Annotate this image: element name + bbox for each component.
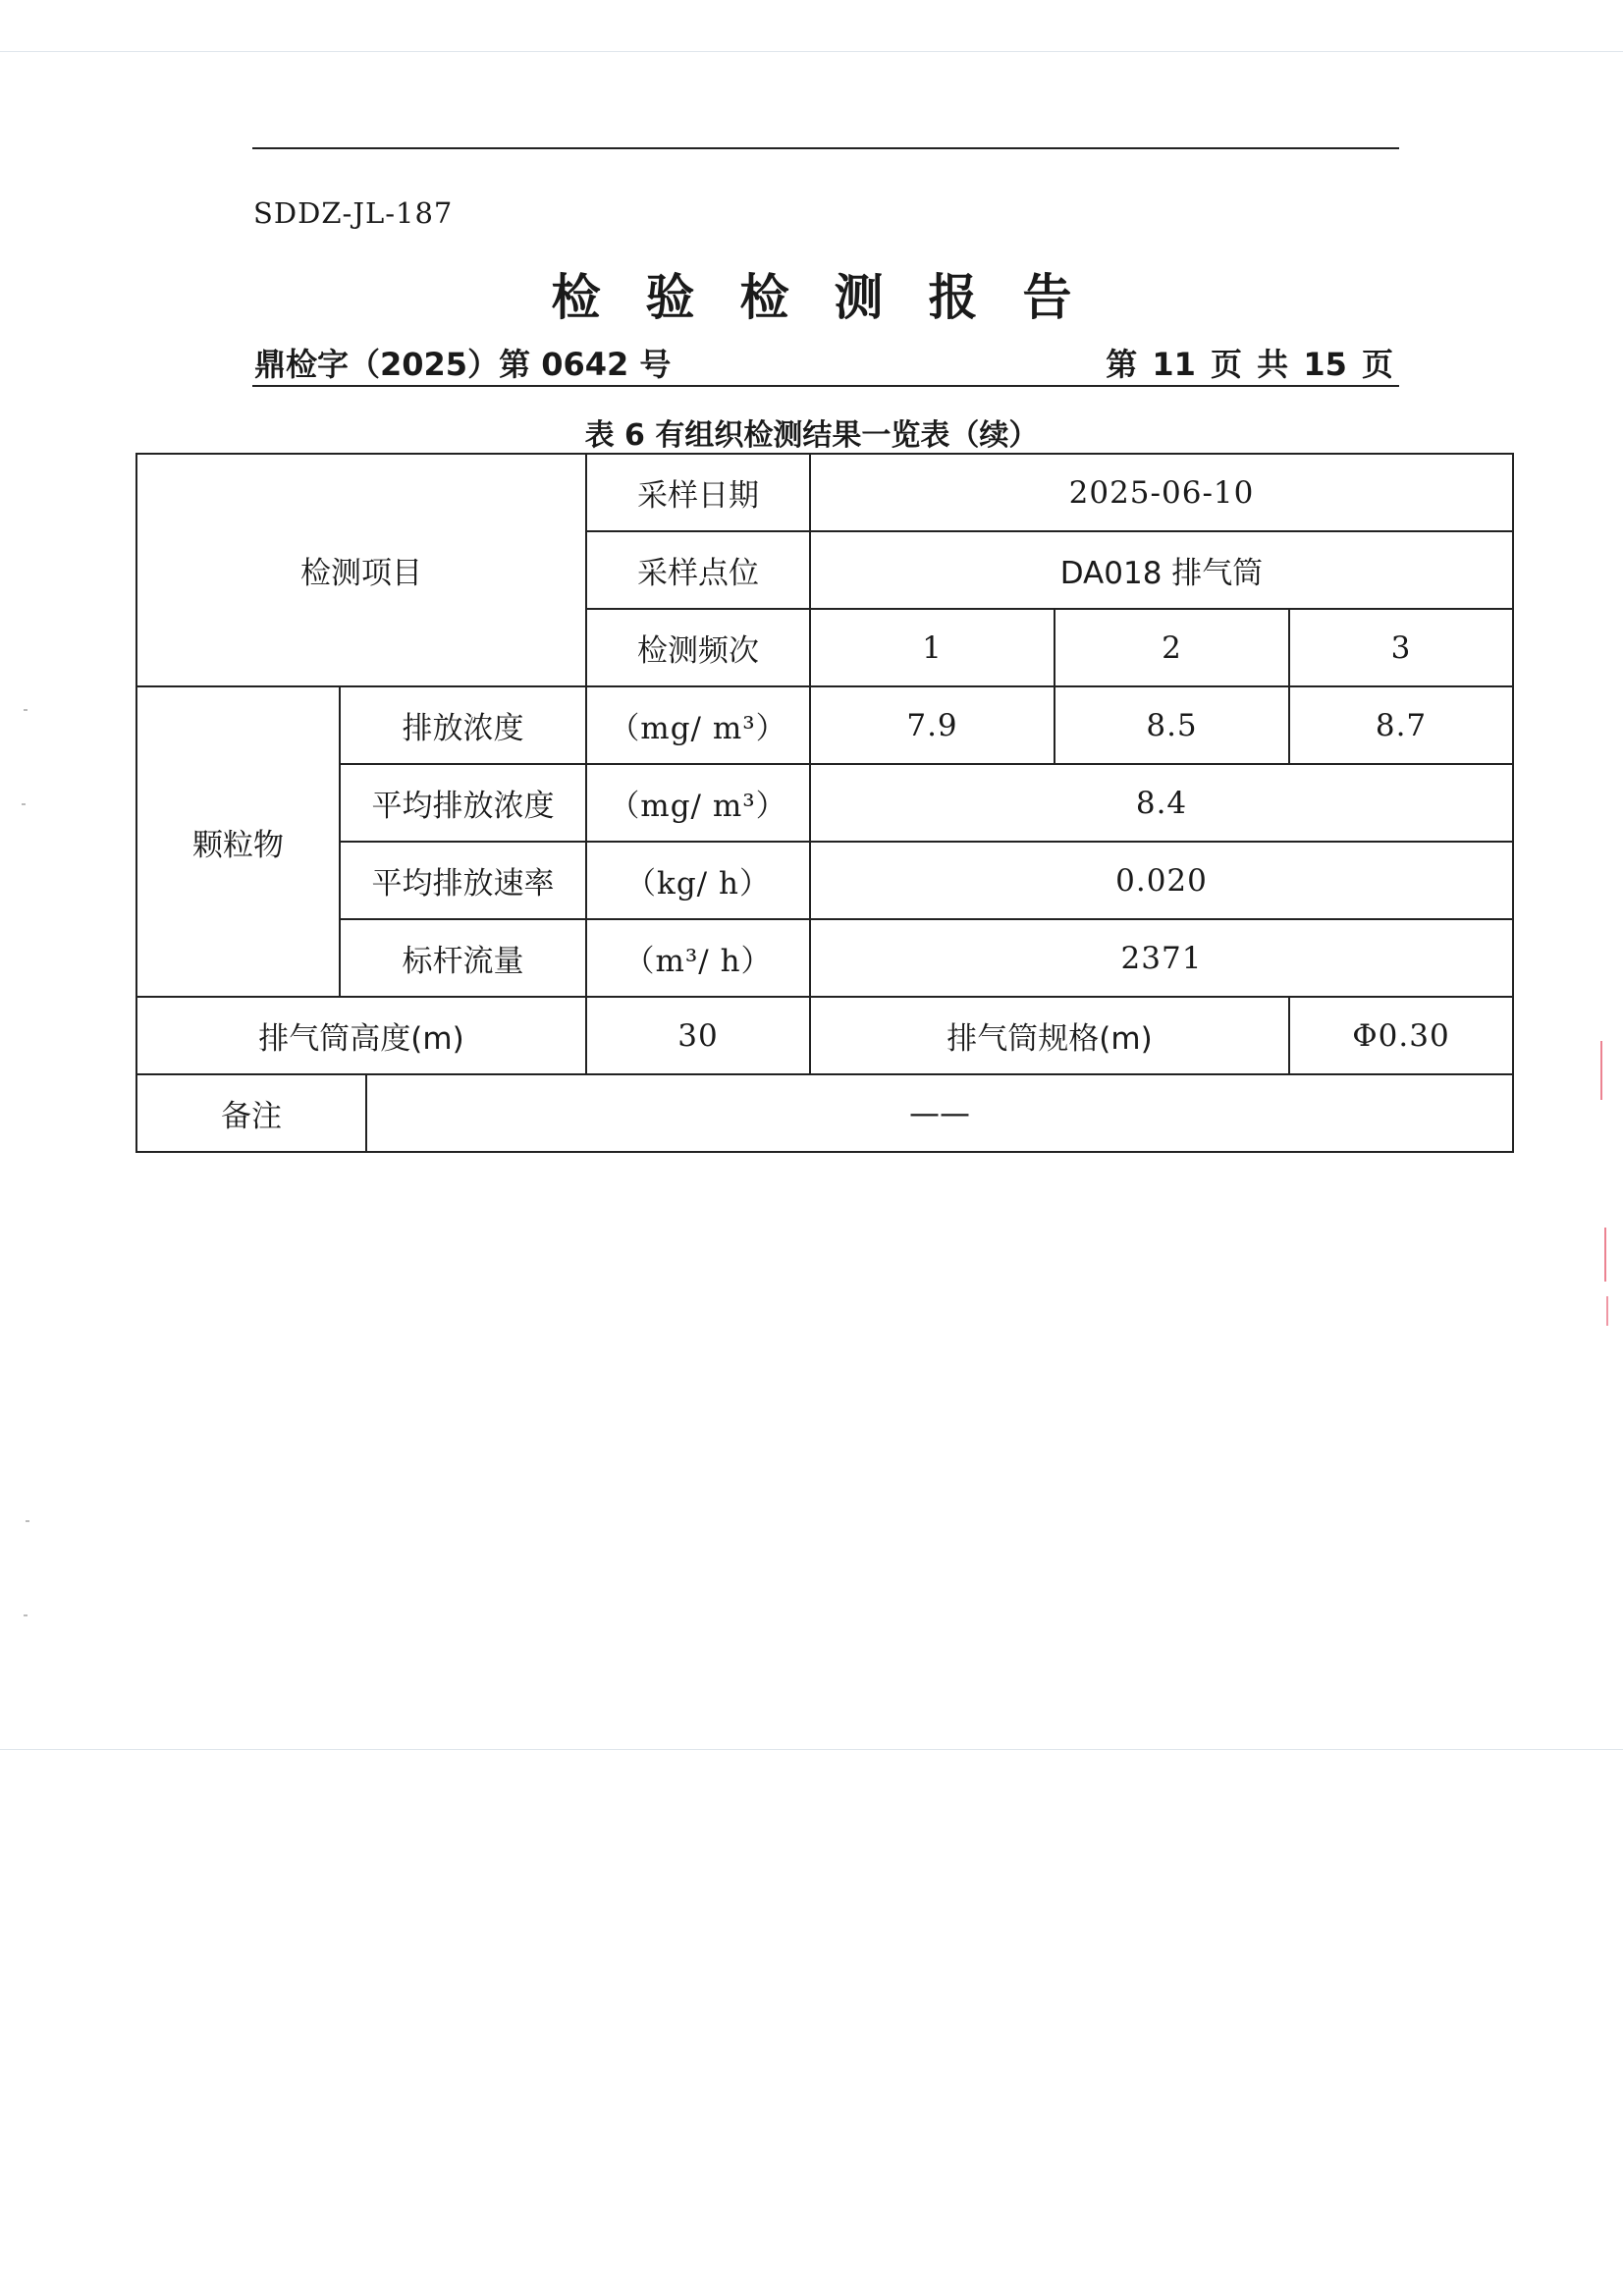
item-header-cell: 检测项目 [136, 454, 586, 686]
scan-edge-bottom [0, 1749, 1623, 1750]
table-row [136, 686, 1513, 764]
seal-edge-mark [1606, 1296, 1616, 1326]
value-3: 8.7 [1289, 686, 1513, 764]
stack-spec-label: 排气筒规格(m) [810, 997, 1289, 1074]
row-name: 平均排放浓度 [340, 764, 586, 842]
table-row [136, 454, 1513, 531]
table-row [136, 842, 1513, 919]
scan-speck [22, 803, 26, 805]
row-name: 标杆流量 [340, 919, 586, 997]
scan-speck [24, 1614, 27, 1616]
table-row [136, 1074, 1513, 1152]
row-unit: （mg/ m³） [586, 764, 810, 842]
table-row [136, 997, 1513, 1074]
stack-spec-value: Φ0.30 [1289, 997, 1513, 1074]
seal-edge-mark [1604, 1228, 1618, 1282]
row-value: 2371 [810, 919, 1513, 997]
row-value: 8.4 [810, 764, 1513, 842]
sampling-point-label: 采样点位 [586, 531, 810, 609]
form-code: SDDZ-JL-187 [253, 196, 454, 230]
row-name: 平均排放速率 [340, 842, 586, 919]
header-rule [252, 147, 1399, 149]
remark-label: 备注 [136, 1074, 366, 1152]
pollutant-cell: 颗粒物 [136, 686, 340, 997]
value-2: 8.5 [1055, 686, 1289, 764]
row-name: 排放浓度 [340, 686, 586, 764]
report-title: 检验检测报告 [551, 269, 1117, 326]
frequency-3: 3 [1289, 609, 1513, 686]
results-table [135, 453, 1514, 1153]
sampling-date-label: 采样日期 [586, 454, 810, 531]
row-unit: （mg/ m³） [586, 686, 810, 764]
frequency-label: 检测频次 [586, 609, 810, 686]
stack-height-label: 排气筒高度(m) [136, 997, 586, 1074]
table-caption: 表 6 有组织检测结果一览表（续） [584, 418, 1039, 453]
sampling-date-value: 2025-06-10 [810, 454, 1513, 531]
frequency-1: 1 [810, 609, 1055, 686]
value-1: 7.9 [810, 686, 1055, 764]
report-reference-row [252, 340, 1399, 387]
page-info: 第 11 页 共 15 页 [1106, 346, 1393, 383]
row-unit: （m³/ h） [586, 919, 810, 997]
frequency-2: 2 [1055, 609, 1289, 686]
remark-value: —— [366, 1074, 1513, 1152]
stack-height-value: 30 [586, 997, 810, 1074]
scan-speck [26, 1520, 29, 1522]
sampling-point-value: DA018 排气筒 [810, 531, 1513, 609]
scan-edge-top [0, 51, 1623, 52]
row-unit: （kg/ h） [586, 842, 810, 919]
row-value: 0.020 [810, 842, 1513, 919]
table-row [136, 764, 1513, 842]
scan-speck [24, 709, 27, 711]
report-number: 鼎检字（2025）第 0642 号 [254, 346, 672, 383]
seal-edge-mark [1600, 1041, 1616, 1100]
table-row [136, 919, 1513, 997]
